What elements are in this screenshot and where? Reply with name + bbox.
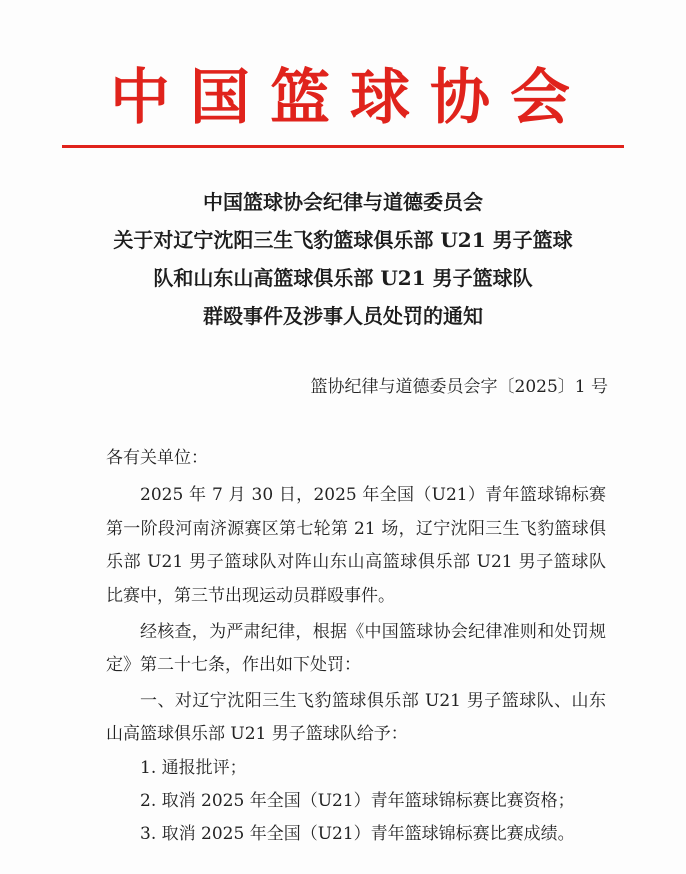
notice-title xyxy=(60,190,626,342)
penalty-item-3: 3. 取消 2025 年全国（U21）青年篮球锦标赛比赛成绩。 xyxy=(140,824,575,845)
title-line-4: 群殴事件及涉事人员处罚的通知 xyxy=(203,304,483,328)
penalty-item-2: 2. 取消 2025 年全国（U21）青年篮球锦标赛比赛资格； xyxy=(140,791,575,812)
title-line-3: 队和山东山高篮球俱乐部 U21 男子篮球队 xyxy=(153,266,533,290)
penalty-item-1: 1. 通报批评； xyxy=(140,757,247,778)
title-line-1: 中国篮球协会纪律与道德委员会 xyxy=(203,190,483,214)
salutation: 各有关单位： xyxy=(106,448,208,468)
letterhead-red-rule xyxy=(62,145,624,148)
body-paragraph-3: 一、对辽宁沈阳三生飞豹篮球俱乐部 U21 男子篮球队、山东山高篮球俱乐部 U21 男子篮球队给予： xyxy=(106,690,606,745)
letterhead-title: 中国篮球协会 xyxy=(110,63,590,133)
body-paragraph-1: 2025 年 7 月 30 日，2025 年全国（U21）青年篮球锦标赛第一阶段河南济源赛区第七轮第 21 场，辽宁沈阳三生飞豹篮球俱乐部 U21 男子篮球队对阵山东山高篮球俱乐部 U21 男子篮球队比赛中，第三节出现运动员群殴事件。 xyxy=(106,485,606,606)
document-number: 篮协纪律与道德委员会字〔2025〕1 号 xyxy=(310,377,608,397)
body-paragraph-2: 经核查，为严肃纪律，根据《中国篮球协会纪律准则和处罚规定》第二十七条，作出如下处罚： xyxy=(106,622,606,676)
notice-body xyxy=(106,442,606,852)
title-line-2: 关于对辽宁沈阳三生飞豹篮球俱乐部 U21 男子篮球 xyxy=(113,228,573,252)
